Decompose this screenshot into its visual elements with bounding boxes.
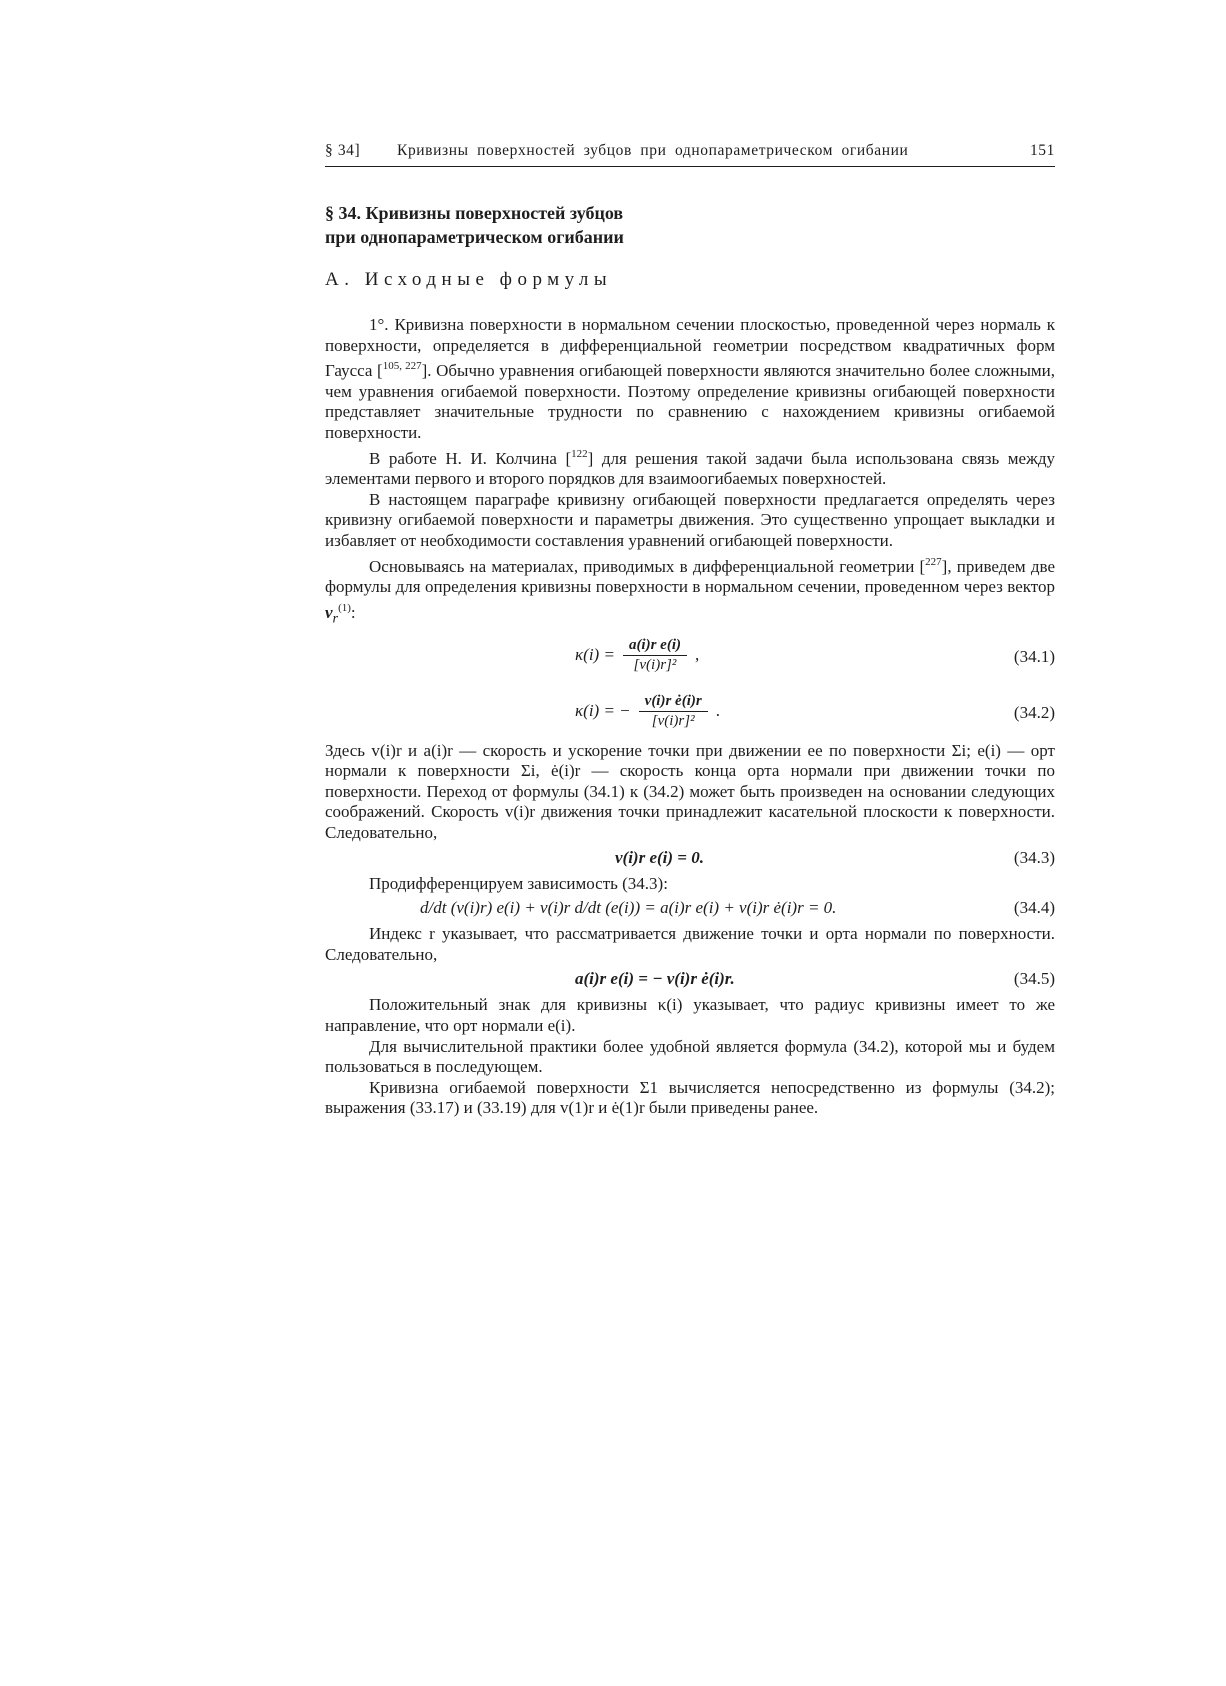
paragraph-9: Для вычислительной практики более удобной является формула (34.2), которой мы и будем пользоваться в последующем. — [325, 1036, 1055, 1077]
paragraph-7: Индекс r указывает, что рассматривается движение точки и орта нормали по поверхности. Следовательно, — [325, 924, 1055, 964]
equation-34-1 — [325, 629, 1055, 685]
p2-text-a: В работе Н. И. Колчина [ — [369, 448, 572, 468]
p4-vector-sub: r — [332, 610, 339, 627]
eq3-number: (34.3) — [1013, 847, 1055, 867]
eq1-numerator: a(i)r e(i) — [623, 637, 687, 656]
header-title: Кривизны поверхностей зубцов при однопараметрическом огибании — [397, 142, 909, 159]
paragraph-8: Положительный знак для кривизны κ(i) указывает, что радиус кривизны имеет то же направление, что орт нормали e(i). — [325, 995, 1055, 1036]
p1-ref: 105, 227 — [382, 360, 422, 373]
p2-text-b: ] для решения такой задачи была использована связь между элементами первого и второго порядков для взаимоогибаемых поверхностей. — [325, 448, 1055, 489]
section-title-line1: § 34. Кривизны поверхностей зубцов — [325, 203, 624, 223]
p2-ref: 122 — [571, 447, 588, 460]
eq1-lhs: κ(i) = — [575, 645, 615, 665]
eq1-fraction — [623, 637, 687, 674]
eq2-denominator: [v(i)r]² — [651, 712, 695, 729]
p1-tail: ]. Обычно уравнения огибающей поверхности являются значительно более сложными, чем уравнения огибаемой поверхности. Поэтому определение кривизны огибающей поверхности представляет значительные трудности по сравнению с нахождением кривизны огибаемой поверхности. — [325, 361, 1056, 442]
eq3-body — [615, 848, 704, 868]
paragraph-4 — [325, 552, 1055, 629]
eq2-body — [575, 693, 720, 730]
page-number: 151 — [1029, 142, 1055, 159]
eq2-lhs: κ(i) = − — [575, 701, 631, 721]
eq4-number: (34.4) — [1013, 898, 1055, 918]
running-head — [325, 140, 1055, 167]
p4-ref: 227 — [925, 555, 942, 568]
eq1-tail: , — [695, 645, 700, 665]
p4-end: : — [350, 602, 356, 622]
paragraph-5: Здесь v(i)r и a(i)r — скорость и ускорение точки при движении ее по поверхности Σi; e(i) — орт нормали к поверхности Σi, ė(i)r — скорость конца орта нормали при движении точки по поверхности. Переход от формулы (34.1) к (34.2) может быть произведен на основании следующих соображений. Скорость v(i)r движения точки принадлежит касательной плоскости к поверхности. Следовательно, — [325, 740, 1055, 843]
eq5-expr: a(i)r e(i) = − v(i)r ė(i)r. — [575, 969, 735, 989]
eq1-body — [575, 637, 699, 674]
section-title — [325, 201, 1055, 249]
eq5-body — [575, 969, 735, 989]
eq2-tail: . — [715, 701, 720, 721]
eq5-number: (34.5) — [1013, 969, 1055, 989]
section-title-line2: при однопараметрическом огибании — [325, 227, 624, 247]
eq4-expr: d/dt (v(i)r) e(i) + v(i)r d/dt (e(i)) = a(i)r e(i) + v(i)r ė(i)r = 0. — [420, 898, 837, 918]
paragraph-3: В настоящем параграфе кривизну огибающей поверхности предлагается определять через кривизну огибаемой поверхности и параметры движения. Это существенно упрощает выкладки и избавляет от необходимости составления уравнений огибающей поверхности. — [325, 489, 1055, 550]
subsection-heading: А. Исходные формулы — [325, 269, 613, 290]
eq2-fraction — [639, 693, 708, 730]
p1-text: 1°. Кривизна поверхности в нормальном сечении плоскостью, проведенной через нормаль к поверхности, определяется в дифференциальной геометрии посредством квадратичных форм Гаусса [ — [325, 315, 1055, 381]
eq1-denominator: [v(i)r]² — [633, 656, 677, 673]
eq2-number: (34.2) — [1013, 702, 1055, 722]
p4-vector-sup: (1) — [338, 601, 351, 614]
paragraph-10: Кривизна огибаемой поверхности Σ1 вычисляется непосредственно из формулы (34.2); выражения (33.17) и (33.19) для v(1)r и ė(1)r были приведены ранее. — [325, 1077, 1055, 1118]
eq4-body — [420, 898, 836, 918]
p4-text-a: Основываясь на материалах, приводимых в дифференциальной геометрии [ — [369, 556, 926, 576]
paragraph-1 — [325, 315, 1055, 444]
eq1-number: (34.1) — [1013, 646, 1055, 666]
paragraph-2 — [325, 444, 1055, 490]
equation-34-3 — [325, 844, 1055, 874]
p4-text-b: ], приведем две формулы для определения кривизны поверхности в нормальном сечении, проведенном через вектор — [325, 556, 1055, 597]
p4-vector: v — [325, 602, 333, 622]
paragraph-6: Продифференцируем зависимость (34.3): — [369, 873, 668, 893]
eq2-numerator: v(i)r ė(i)r — [639, 693, 708, 712]
header-section: § 34] — [325, 142, 361, 159]
equation-34-4 — [325, 894, 1055, 924]
page — [325, 140, 1055, 1119]
equation-34-2 — [325, 685, 1055, 741]
eq3-expr: v(i)r e(i) = 0. — [615, 847, 704, 867]
equation-34-5 — [325, 965, 1055, 995]
